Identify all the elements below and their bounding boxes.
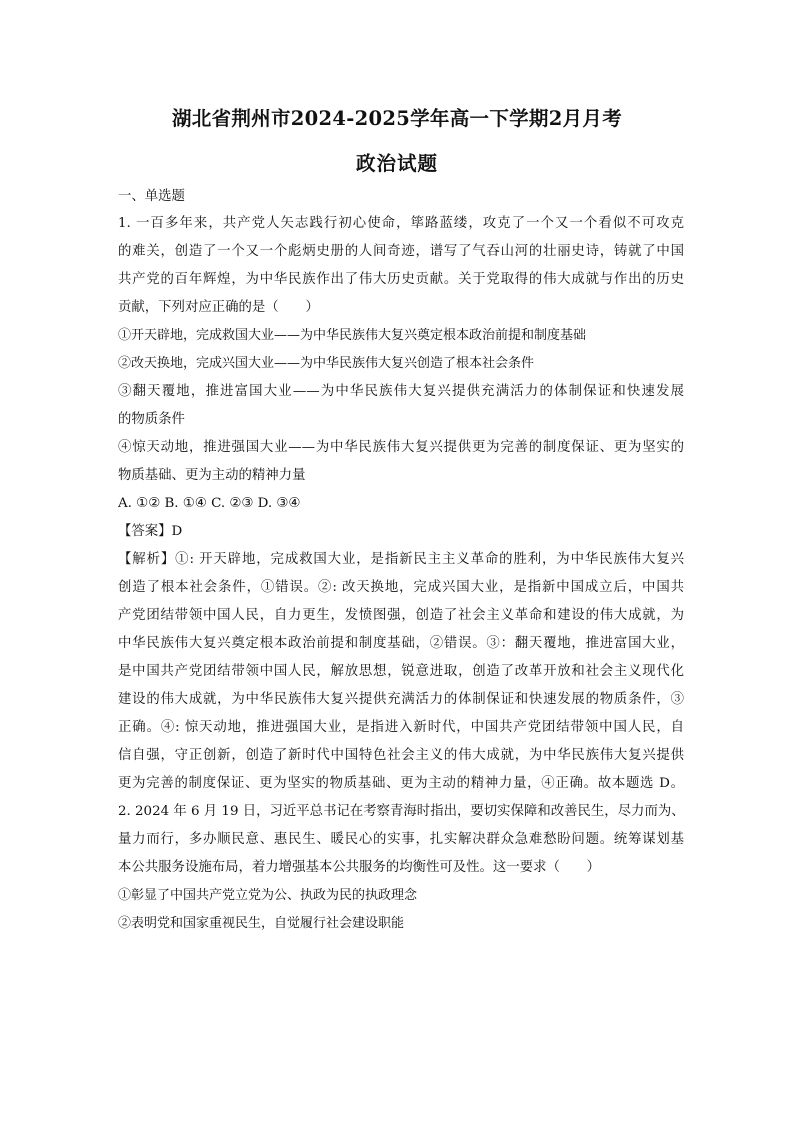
q2-option: ②表明党和国家重视民生，自觉履行社会建设职能: [118, 916, 405, 931]
q2-option: ①彰显了中国共产党立党为公、执政为民的执政理念: [118, 888, 418, 903]
q1-option: ③翻天覆地，推进富国大业——为中华民族伟大复兴提供充满活力的体制保证和快速发展: [118, 384, 684, 399]
q1-analysis-line: 是中国共产党团结带领中国人民，解放思想，锐意进取，创造了改革开放和社会主义现代化: [118, 664, 684, 679]
q1-choices: A. ①② B. ①④ C. ②③ D. ③④: [118, 496, 301, 511]
q1-analysis-line: 信自强，守正创新，创造了新时代中国特色社会主义的伟大成就，为中华民族伟大复兴提供: [118, 748, 684, 763]
q1-stem-line: 1. 一百多年来，共产党人矢志践行初心使命，筚路蓝缕，攻克了一个又一个看似不可攻克: [118, 216, 684, 231]
doc-title: 湖北省荆州市2024-2025学年高一下学期2月月考: [171, 107, 622, 130]
q1-analysis-line: 中华民族伟大复兴奠定根本政治前提和制度基础，②错误。③：翻天覆地，推进富国大业，: [118, 636, 684, 651]
q1-analysis-line: 产党团结带领中国人民，自力更生，发愤图强，创造了社会主义革命和建设的伟大成就，为: [118, 608, 684, 623]
section-heading: 一、单选题: [118, 189, 185, 204]
q1-option: ①开天辟地，完成救国大业——为中华民族伟大复兴奠定根本政治前提和制度基础: [118, 328, 587, 343]
q1-analysis-line: 更为完善的制度保证、更为坚实的物质基础、更为主动的精神力量，④正确。故本题选 D。: [118, 776, 684, 791]
q1-stem-line: 的难关，创造了一个又一个彪炳史册的人间奇迹，谱写了气吞山河的壮丽史诗，铸就了中国: [118, 244, 684, 259]
q1-option-cont: 物质基础、更为主动的精神力量: [118, 468, 306, 483]
q1-stem-line: 贡献，下列对应正确的是（ ）: [118, 300, 319, 315]
q1-option: ②改天换地，完成兴国大业——为中华民族伟大复兴创造了根本社会条件: [118, 356, 535, 371]
q1-analysis-line: 正确。④: 惊天动地，推进强国大业，是指进入新时代，中国共产党团结带领中国人民，自: [118, 720, 684, 735]
question-1: [118, 210, 684, 798]
doc-body: [118, 184, 684, 938]
q1-option: ④惊天动地，推进强国大业——为中华民族伟大复兴提供更为完善的制度保证、更为坚实的: [118, 440, 684, 455]
q1-analysis-line: 建设的伟大成就，为中华民族伟大复兴提供充满活力的体制保证和快速发展的物质条件，③: [118, 692, 684, 707]
q1-analysis-line: 创造了根本社会条件，①错误。②: 改天换地，完成兴国大业，是指新中国成立后，中国共: [118, 580, 684, 595]
q1-option-cont: 的物质条件: [118, 412, 185, 427]
q2-stem-line: 本公共服务设施布局，着力增强基本公共服务的均衡性可及性。这一要求（ ）: [118, 860, 601, 875]
q1-stem-line: 共产党的百年辉煌，为中华民族作出了伟大历史贡献。关于党取得的伟大成就与作出的历史: [118, 272, 684, 287]
q2-stem-line: 2. 2024 年 6 月 19 日，习近平总书记在考察青海时指出，要切实保障和改善民生，尽力而为、: [118, 804, 685, 819]
q1-answer: 【答案】D: [118, 524, 183, 539]
q1-analysis-line: 【解析】①: 开天辟地，完成救国大业，是指新民主主义革命的胜利，为中华民族伟大复兴: [118, 552, 684, 567]
q2-stem-line: 量力而行，多办顺民意、惠民生、暖民心的实事，扎实解决群众急难愁盼问题。统筹谋划基: [118, 832, 684, 847]
doc-subtitle: 政治试题: [355, 152, 438, 175]
question-2: [118, 798, 684, 938]
